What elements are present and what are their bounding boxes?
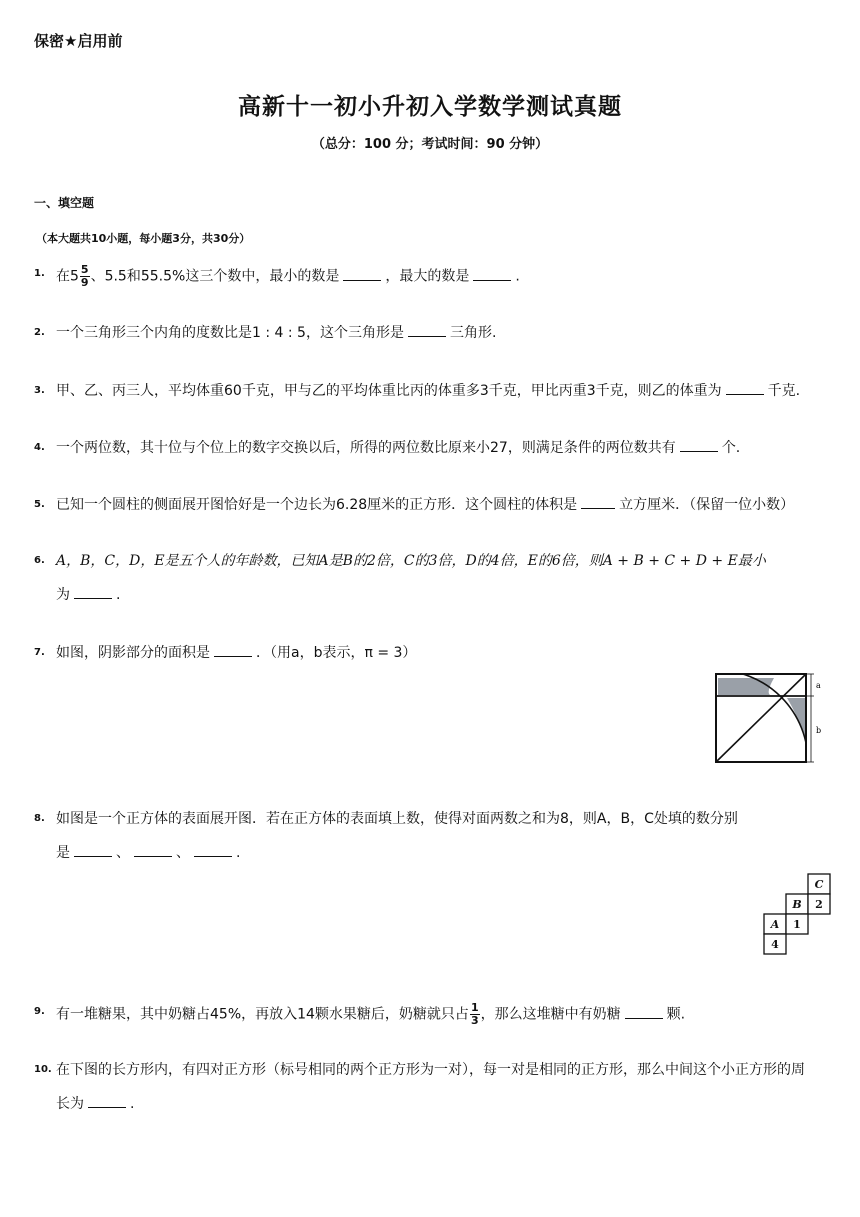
question-number: 7. — [34, 647, 45, 658]
question-number: 8. — [34, 813, 45, 824]
page-title: 高新十一初小升初入学数学测试真题 — [238, 94, 622, 120]
answer-blank[interactable] — [625, 1006, 663, 1019]
question-6-line-2: 为 . — [56, 587, 121, 603]
answer-blank[interactable] — [408, 324, 446, 337]
question-number: 6. — [34, 555, 45, 566]
fraction: $\frac{1}{3}$ — [470, 1001, 479, 1027]
question-8-line-1: 如图是一个正方体的表面展开图．若在正方体的表面填上数，使得对面两数之和为8，则A，B，C处填的数分别 — [56, 811, 738, 827]
question-2: 一个三角形三个内角的度数比是1 : 4 : 5，这个三角形是 三角形. — [56, 325, 497, 341]
question-number: 4. — [34, 442, 45, 453]
question-9: 有一堆糖果，其中奶糖占45%，再放入14颗水果糖后，奶糖就只占 $\frac{1}{3}$ ，那么这堆糖中有奶糖 颗. — [56, 1001, 686, 1027]
question-number: 3. — [34, 385, 45, 396]
net-label: B — [792, 898, 802, 911]
answer-blank[interactable] — [343, 268, 381, 281]
question-number: 1. — [34, 268, 45, 279]
question-number: 10. — [34, 1064, 52, 1075]
answer-blank[interactable] — [680, 439, 718, 452]
net-label: A — [770, 918, 780, 931]
answer-blank[interactable] — [581, 496, 615, 509]
question-number: 9. — [34, 1006, 45, 1017]
section-title: 一、填空题 — [34, 196, 95, 210]
label-a: a — [816, 681, 821, 690]
label-b: b — [816, 726, 822, 735]
net-label: 2 — [815, 898, 823, 911]
question-6-line-1: A，B，C，D，E是五个人的年龄数，已知A是B的2倍，C的3倍，D的4倍，E的6倍，则A + B + C + D + E最小 — [56, 553, 766, 569]
question-5: 已知一个圆柱的侧面展开图恰好是一个边长为6.28厘米的正方形．这个圆柱的体积是 立方厘米．（保留一位小数） — [56, 497, 795, 513]
question-10-line-1: 在下图的长方形内，有四对正方形（标号相同的两个正方形为一对），每一对是相同的正方形，那么中间这个小正方形的周 — [56, 1062, 805, 1078]
answer-blank[interactable] — [74, 844, 112, 857]
shaded-area-figure — [706, 668, 832, 770]
net-label: 1 — [793, 918, 801, 931]
question-8-line-2: 是 、 、 . — [56, 845, 241, 861]
confidential-label: 保密★启用前 — [34, 32, 123, 50]
question-7: 如图，阴影部分的面积是 ．（用a，b表示，π = 3） — [56, 645, 417, 661]
question-4: 一个两位数，其十位与个位上的数字交换以后，所得的两位数比原来小27，则满足条件的两位数共有 个. — [56, 440, 741, 456]
shaded-region-right — [787, 698, 805, 740]
question-number: 5. — [34, 499, 45, 510]
page-subtitle: （总分：100 分；考试时间：90 分钟） — [311, 137, 549, 152]
answer-blank[interactable] — [214, 644, 252, 657]
question-number: 2. — [34, 327, 45, 338]
shaded-region-top — [718, 678, 774, 695]
cube-net-figure — [762, 872, 834, 958]
question-10-line-2: 长为 . — [56, 1096, 135, 1112]
question-3: 甲、乙、丙三人，平均体重60千克，甲与乙的平均体重比丙的体重多3千克，甲比丙重3千克，则乙的体重为 千克. — [56, 383, 801, 399]
answer-blank[interactable] — [88, 1095, 126, 1108]
answer-blank[interactable] — [194, 844, 232, 857]
answer-blank[interactable] — [473, 268, 511, 281]
answer-blank[interactable] — [134, 844, 172, 857]
net-label: 4 — [771, 938, 779, 951]
answer-blank[interactable] — [726, 382, 764, 395]
section-instructions: （本大题共10小题，每小题3分，共30分） — [36, 232, 251, 245]
mixed-fraction: $\frac{5}{9}$ — [80, 263, 89, 289]
answer-blank[interactable] — [74, 586, 112, 599]
net-label: C — [814, 878, 824, 891]
question-1: 在5 $\frac{5}{9}$ 、5.5和55.5%这三个数中，最小的数是 ，最大的数是 . — [56, 263, 520, 289]
